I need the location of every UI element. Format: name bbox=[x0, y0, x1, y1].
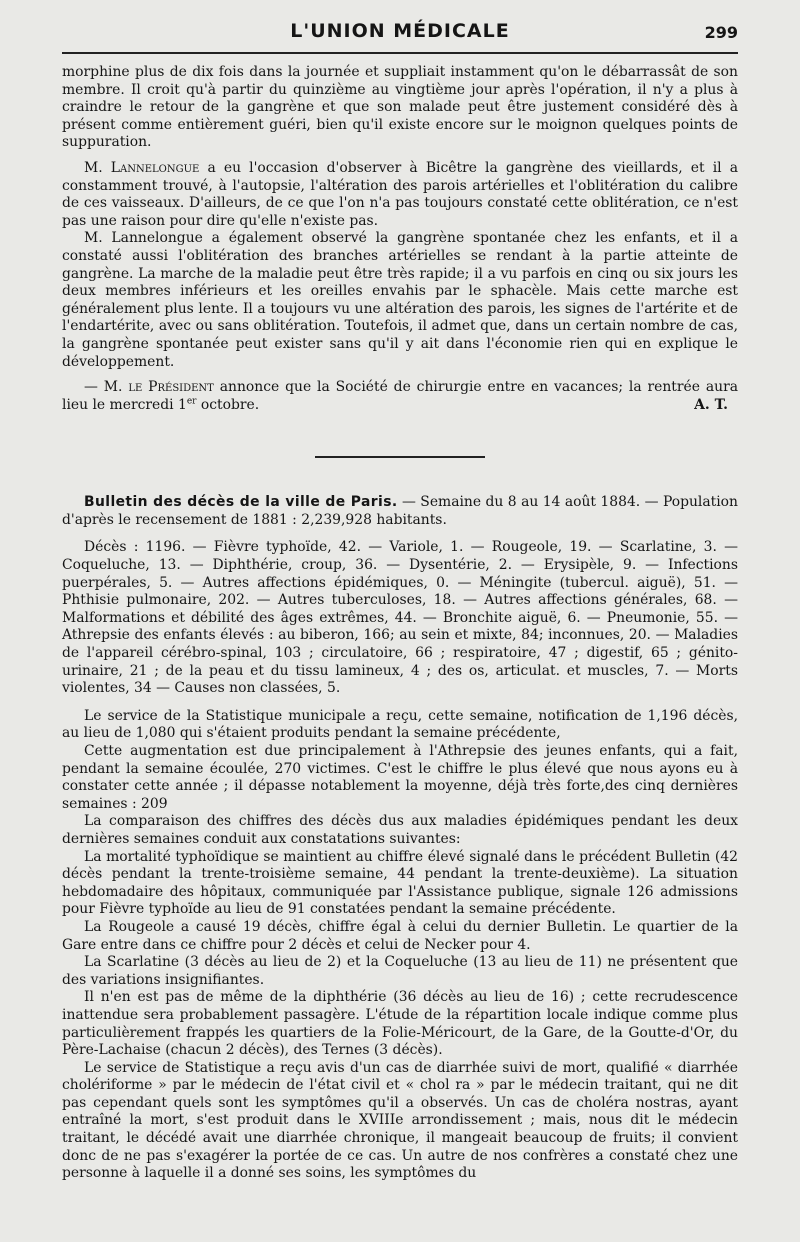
deaths-list: Décès : 1196. — Fièvre typhoïde, 42. — Variole, 1. — Rougeole, 19. — Scarlatine, 3. — Coqueluche, 13. — Diphthérie, croup, 36. — Dysentérie, 2. — Erysipèle, 9. — Infections puerpérales, 5. — Autres affections épidémiques, 0. — Méningite (tubercul. aiguë), 51. — Phthisie pulmonaire, 202. — Autres tuberculoses, 18. — Autres affections générales, 68. — Malformations et débilité des âges extrêmes, 44. — Bronchite aiguë, 6. — Pneumonie, 55. — Athrepsie des enfants élevés : au biberon, 166; au sein et mixte, 84; inconnues, 20. — Maladies de l'appareil cérébro-spinal, 103 ; circulatoire, 66 ; respiratoire, 47 ; digestif, 65 ; génito-urinaire, 21 ; de la peau et du tissu lamineux, 4 ; des os, articulat. et muscles, 7. — Morts violentes, 34 — Causes non classées, 5. bbox=[62, 539, 738, 697]
paragraph: Cette augmentation est due principalement à l'Athrepsie des jeunes enfants, qui a fait, pendant la semaine écoulée, 270 victimes. C'est le chiffre le plus élevé que nous ayons eu à constater cette année ; il dépasse notablement la moyenne, déjà très forte,des cinq dernières semaines : 209 bbox=[62, 743, 738, 812]
bulletin-subtitle: — Semaine du 8 au 14 août 1884. — Population d'après le recensement de 1881 : 2,239,928 habitants. bbox=[62, 494, 738, 528]
bulletin-title: Bulletin des décès de la ville de Paris. bbox=[84, 494, 398, 511]
speaker-name: M. Lannelongue bbox=[84, 159, 200, 176]
bulletin-heading bbox=[62, 494, 738, 529]
paragraph: La Scarlatine (3 décès au lieu de 2) et la Coqueluche (13 au lieu de 11) ne présentent que des variations insignifiantes. bbox=[62, 954, 738, 988]
paragraph: Il n'en est pas de même de la diphthérie (36 décès au lieu de 16) ; cette recrudescence inattendue sera probablement passagère. L'étude de la répartition locale indique comme plus particulièrement frappés les quartiers de la Folie-Méricourt, de la Gare, de la Goutte-d'Or, du Père-Lachaise (chacun 2 décès), des Ternes (3 décès). bbox=[62, 989, 738, 1059]
paragraph bbox=[62, 160, 738, 230]
paragraph: La comparaison des chiffres des décès dus aux maladies épidémiques pendant les deux dernières semaines conduit aux constatations suivantes: bbox=[62, 813, 738, 847]
section-divider bbox=[315, 456, 485, 458]
paragraph bbox=[62, 379, 738, 414]
paragraph-text: octobre. bbox=[196, 396, 260, 413]
paragraph: La Rougeole a causé 19 décès, chiffre égal à celui du dernier Bulletin. Le quartier de la Gare entre dans ce chiffre pour 2 décès et celui de Necker pour 4. bbox=[62, 918, 738, 953]
paragraph: morphine plus de dix fois dans la journée et suppliait instamment qu'on le débarrassât de son membre. Il croit qu'à partir du quinzième au vingtième jour après l'opération, il n'y a plus à craindre le retour de la gangrène et que son malade peut être justement considéré dès à présent comme entièrement guéri, bien qu'il existe encore sur le moignon quelques points de suppuration. bbox=[62, 64, 738, 151]
header-rule bbox=[62, 52, 738, 54]
superscript: er bbox=[186, 396, 197, 407]
speaker-name: le Président bbox=[128, 379, 214, 396]
page-number: 299 bbox=[704, 23, 738, 42]
running-title: L'UNION MÉDICALE bbox=[290, 20, 510, 42]
signature: A. T. bbox=[694, 396, 728, 413]
paragraph: Le service de Statistique a reçu avis d'un cas de diarrhée suivi de mort, qualifié « diarrhée cholériforme » par le médecin de l'état civil et « chol ra » par le médecin traitant, qui ne dit pas cependant quels sont les symptômes qu'il a observés. Un cas de choléra nostras, ayant entraîné la mort, s'est produit dans le XVIIIe arrondissement ; mais, nous dit le médecin traitant, le décédé avait une diarrhée chronique, il mangeait beaucoup de fruits; il convient donc de ne pas s'exagérer la portée de ce cas. Un autre de nos confrères a constaté chez une personne à laquelle il a donné ses soins, les symptômes du bbox=[62, 1059, 738, 1182]
paragraph: La mortalité typhoïdique se maintient au chiffre élevé signalé dans le précédent Bulletin (42 décès pendant la trente-troisième semaine, 44 pendant la trente-deuxième). La situation hebdomadaire des hôpitaux, communiquée par l'Assistance publique, signale 126 admissions pour Fièvre typhoïde au lieu de 91 constatées pendant la semaine précédente. bbox=[62, 848, 738, 918]
paragraph-text: — M. bbox=[84, 379, 129, 396]
paragraph: Le service de la Statistique municipale a reçu, cette semaine, notification de 1,196 décès, au lieu de 1,080 qui s'étaient produits pendant la semaine précédente, bbox=[62, 707, 738, 742]
paragraph-text: annonce que la Société de chirurgie entre en vacances; la rentrée aura lieu le mercredi 1 bbox=[62, 379, 738, 413]
page-header bbox=[62, 14, 738, 54]
paragraph: M. Lannelongue a également observé la gangrène spontanée chez les enfants, et il a constaté aussi l'oblitération des branches artérielles se rendant à la partie atteinte de gangrène. La marche de la maladie peut être très rapide; il a vu parfois en cinq ou six jours les deux membres inférieurs et les oreilles envahis par le sphacèle. Mais cette marche est généralement plus lente. Il a toujours vu une altération des parois, les signes de l'artérite et de l'endartérite, avec ou sans oblitération. Toutefois, il admet que, dans un certain nombre de cas, la gangrène spontanée peut exister sans qu'il y ait dans l'économie rien qui en explique le développement. bbox=[62, 230, 738, 370]
text-body bbox=[62, 64, 738, 1183]
paragraph-text: a eu l'occasion d'observer à Bicêtre la gangrène des vieillards, et il a constamment trouvé, à l'autopsie, l'altération des parois artérielles et l'oblitération du calibre de ces vaisseaux. D'ailleurs, de ce que l'on n'a pas toujours constaté cette oblitération, ce n'est pas une raison pour dire qu'elle n'existe pas. bbox=[62, 159, 738, 229]
